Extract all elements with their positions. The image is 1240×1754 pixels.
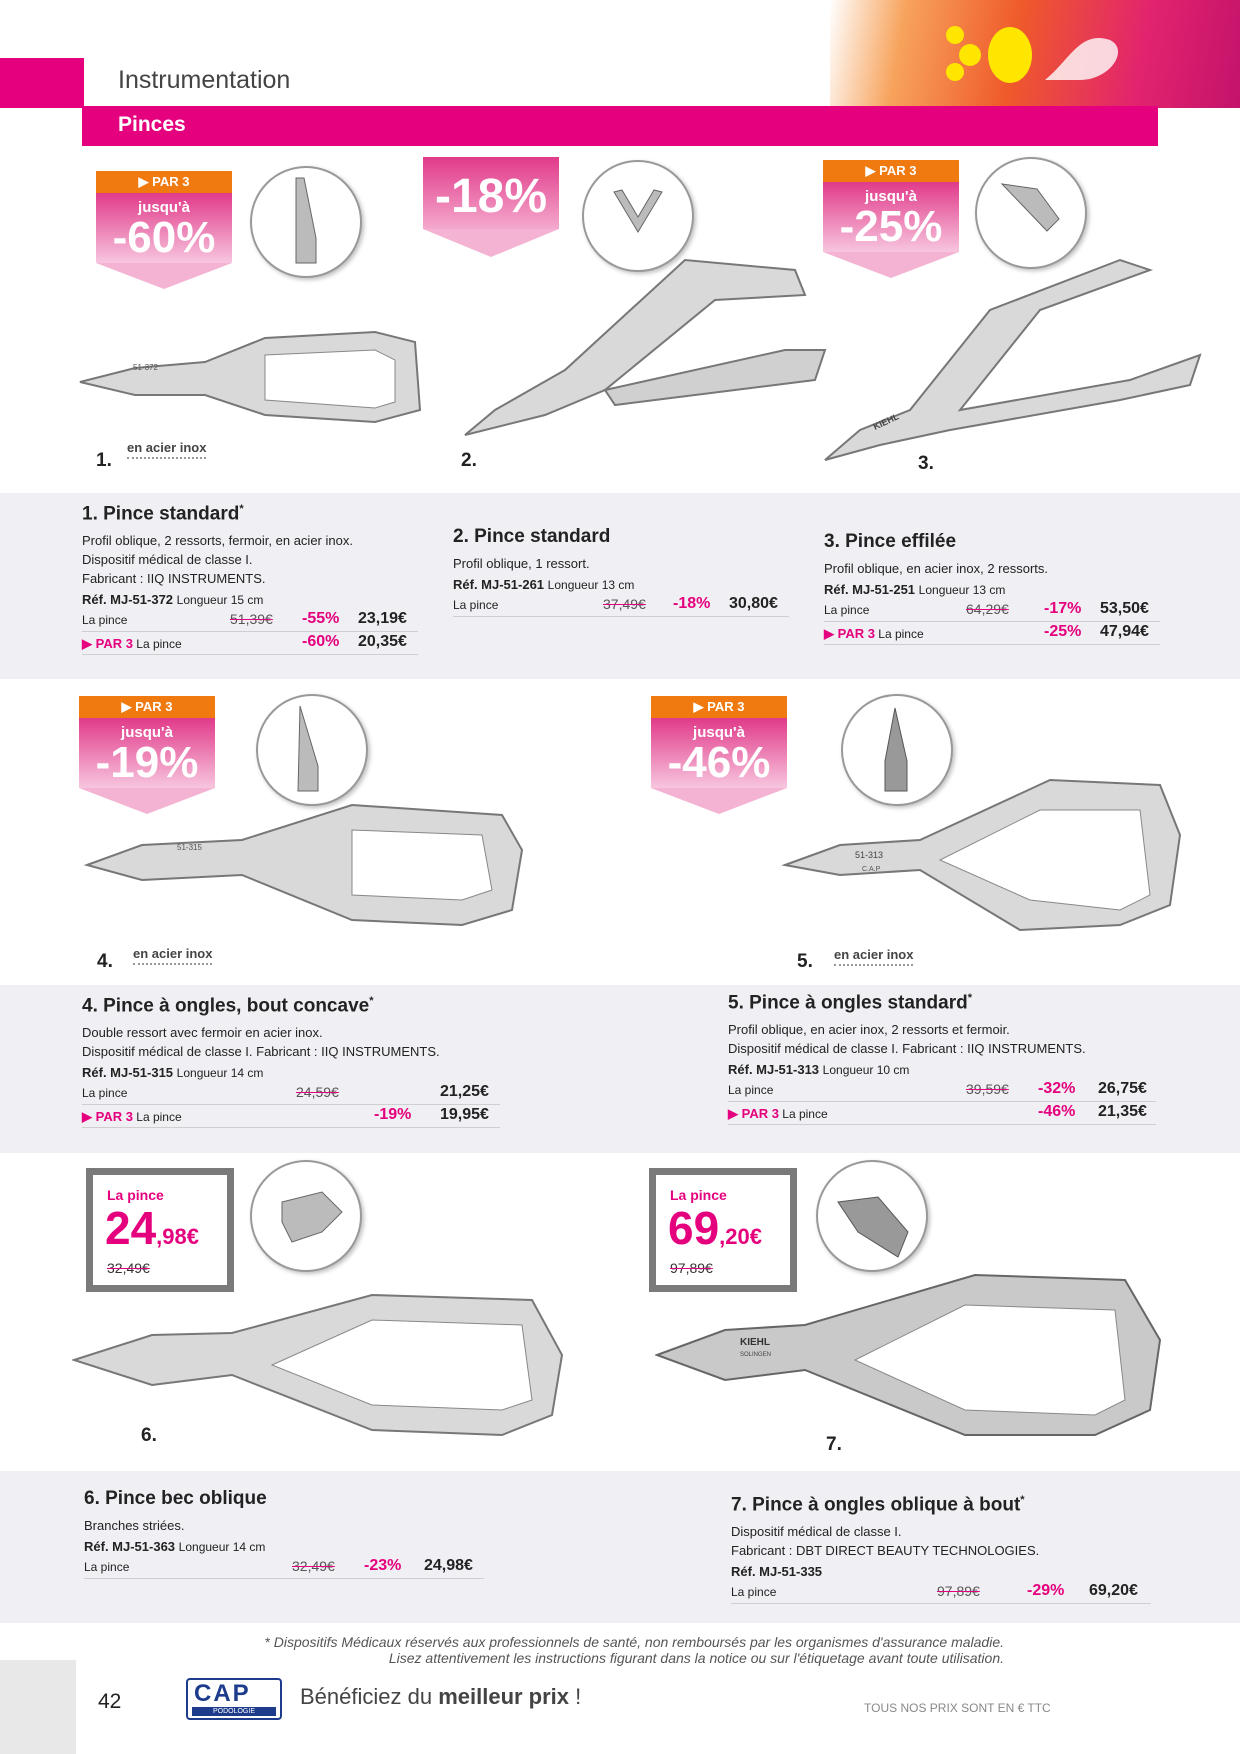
header-decoration — [830, 0, 1240, 108]
header-accent — [0, 58, 84, 108]
product-reference: Réf. MJ-51-251 Longueur 13 cm — [824, 582, 1006, 597]
nail-nipper-image — [820, 250, 1210, 470]
product-info-5 — [728, 992, 1156, 1125]
tip-detail-image — [250, 166, 362, 278]
product-number: 3. — [918, 453, 934, 474]
svg-text:51-315: 51-315 — [177, 843, 202, 852]
nail-nipper-image — [75, 310, 435, 440]
discount-badge: -18% — [423, 157, 559, 257]
price-row: La pince 32,49€ -23% 24,98€ — [84, 1556, 484, 1579]
product-description: Branches striées. — [84, 1518, 185, 1533]
promo-badge: ▶ PAR 3 jusqu'à -25% — [823, 160, 959, 278]
slogan: Bénéficiez du meilleur prix ! — [300, 1684, 582, 1709]
prices-note: TOUS NOS PRIX SONT EN € TTC — [864, 1701, 1051, 1715]
category-title: Pinces — [118, 113, 186, 136]
product-number: 7. — [826, 1434, 842, 1455]
product-info-6 — [84, 1488, 484, 1579]
price-box: La pince 69,20€ 97,89€ — [649, 1168, 797, 1292]
svg-text:KIEHL: KIEHL — [871, 411, 901, 432]
nail-nipper-image — [780, 765, 1190, 945]
product-number: 6. — [141, 1425, 157, 1446]
material-label: en acier inox — [834, 947, 913, 966]
product-info-2 — [453, 526, 789, 617]
product-description: Double ressort avec fermoir en acier inox. Dispositif médical de classe I. Fabricant : IIQ INSTRUMENTS. — [82, 1025, 440, 1060]
product-number: 5. — [797, 951, 813, 972]
section-title: Instrumentation — [118, 66, 291, 94]
product-info-3 — [824, 531, 1160, 645]
product-title: 3. Pince effilée — [824, 531, 957, 552]
price-row: La pince 24,59€ 21,25€ — [82, 1082, 500, 1105]
product-title: 1. Pince standard* — [82, 503, 244, 525]
price-row-par3: ▶ PAR 3 La pince -46% 21,35€ — [728, 1102, 1156, 1125]
product-info-1 — [82, 503, 418, 655]
footprint-logo-icon — [830, 0, 1240, 108]
price-row-par3: ▶ PAR 3 La pince -19% 19,95€ — [82, 1105, 500, 1128]
product-reference: Réf. MJ-51-313 Longueur 10 cm — [728, 1062, 910, 1078]
price-box: La pince 24,98€ 32,49€ — [86, 1168, 234, 1292]
svg-text:51-372: 51-372 — [133, 363, 158, 372]
product-description: Dispositif médical de classe I. Fabricant : DBT DIRECT BEAUTY TECHNOLOGIES. — [731, 1524, 1040, 1559]
product-reference: Réf. MJ-51-363 Longueur 14 cm — [84, 1539, 266, 1554]
nail-nipper-image — [455, 240, 835, 450]
product-description: Profil oblique, 2 ressorts, fermoir, en acier inox. Dispositif médical de classe I. Fabricant : IIQ INSTRUMENTS. — [82, 533, 353, 587]
product-number: 1. — [96, 450, 112, 471]
product-description: Profil oblique, en acier inox, 2 ressorts et fermoir. Dispositif médical de classe I. Fabricant : IIQ INSTRUMENTS. — [728, 1022, 1086, 1057]
category-bar — [82, 106, 1158, 146]
price-row: La pince 37,49€ -18% 30,80€ — [453, 594, 789, 617]
tip-detail-image — [250, 1160, 362, 1272]
product-reference: Réf. MJ-51-335 — [731, 1564, 823, 1580]
page-corner — [0, 1660, 76, 1754]
material-label: en acier inox — [133, 946, 212, 965]
svg-text:SOLINGEN: SOLINGEN — [740, 1352, 772, 1358]
price-row-par3: ▶ PAR 3 La pince -25% 47,94€ — [824, 622, 1160, 645]
page-number: 42 — [98, 1690, 122, 1713]
tip-detail-image — [816, 1160, 928, 1272]
product-reference: Réf. MJ-51-372 Longueur 15 cm — [82, 592, 264, 608]
svg-text:KIEHL: KIEHL — [740, 1337, 770, 1348]
price-row: La pince 39,59€ -32% 26,75€ — [728, 1079, 1156, 1102]
product-number: 4. — [97, 951, 113, 972]
product-description: Profil oblique, 1 ressort. — [453, 556, 590, 571]
nail-nipper-image — [82, 790, 532, 940]
promo-badge: ▶ PAR 3 jusqu'à -19% — [79, 696, 215, 814]
product-info-4 — [82, 995, 500, 1128]
product-title: 6. Pince bec oblique — [84, 1488, 267, 1509]
product-title: 4. Pince à ongles, bout concave* — [82, 995, 374, 1017]
product-reference: Réf. MJ-51-315 Longueur 14 cm — [82, 1065, 264, 1081]
price-row: La pince 51,39€ -55% 23,19€ — [82, 609, 418, 632]
nail-nipper-image — [655, 1260, 1165, 1460]
product-number: 2. — [461, 450, 477, 471]
footnote: * Dispositifs Médicaux réservés aux professionnels de santé, non remboursés par les organismes d'assurance maladie. Lisez attentivement les instructions figurant dans la notice ou sur l'étiquetage avant toute utilisation. — [264, 1634, 1004, 1666]
promo-badge: ▶ PAR 3 jusqu'à -46% — [651, 696, 787, 814]
product-title: 2. Pince standard — [453, 526, 611, 547]
product-description: Profil oblique, en acier inox, 2 ressorts. — [824, 561, 1048, 576]
material-label: en acier inox — [127, 440, 206, 459]
nail-nipper-image — [72, 1285, 572, 1445]
product-info-7 — [731, 1494, 1151, 1604]
promo-badge: ▶ PAR 3 jusqu'à -60% — [96, 171, 232, 289]
product-title: 5. Pince à ongles standard* — [728, 992, 972, 1014]
price-row: La pince 97,89€ -29% 69,20€ — [731, 1581, 1151, 1604]
price-row: La pince 64,29€ -17% 53,50€ — [824, 599, 1160, 622]
product-title: 7. Pince à ongles oblique à bout* — [731, 1494, 1025, 1516]
svg-text:C.A.P: C.A.P — [862, 866, 881, 873]
svg-text:51-313: 51-313 — [855, 850, 884, 860]
cap-logo: CAP PODOLOGIE — [186, 1678, 282, 1720]
price-row-par3: ▶ PAR 3 La pince -60% 20,35€ — [82, 632, 418, 655]
product-reference: Réf. MJ-51-261 Longueur 13 cm — [453, 577, 635, 592]
